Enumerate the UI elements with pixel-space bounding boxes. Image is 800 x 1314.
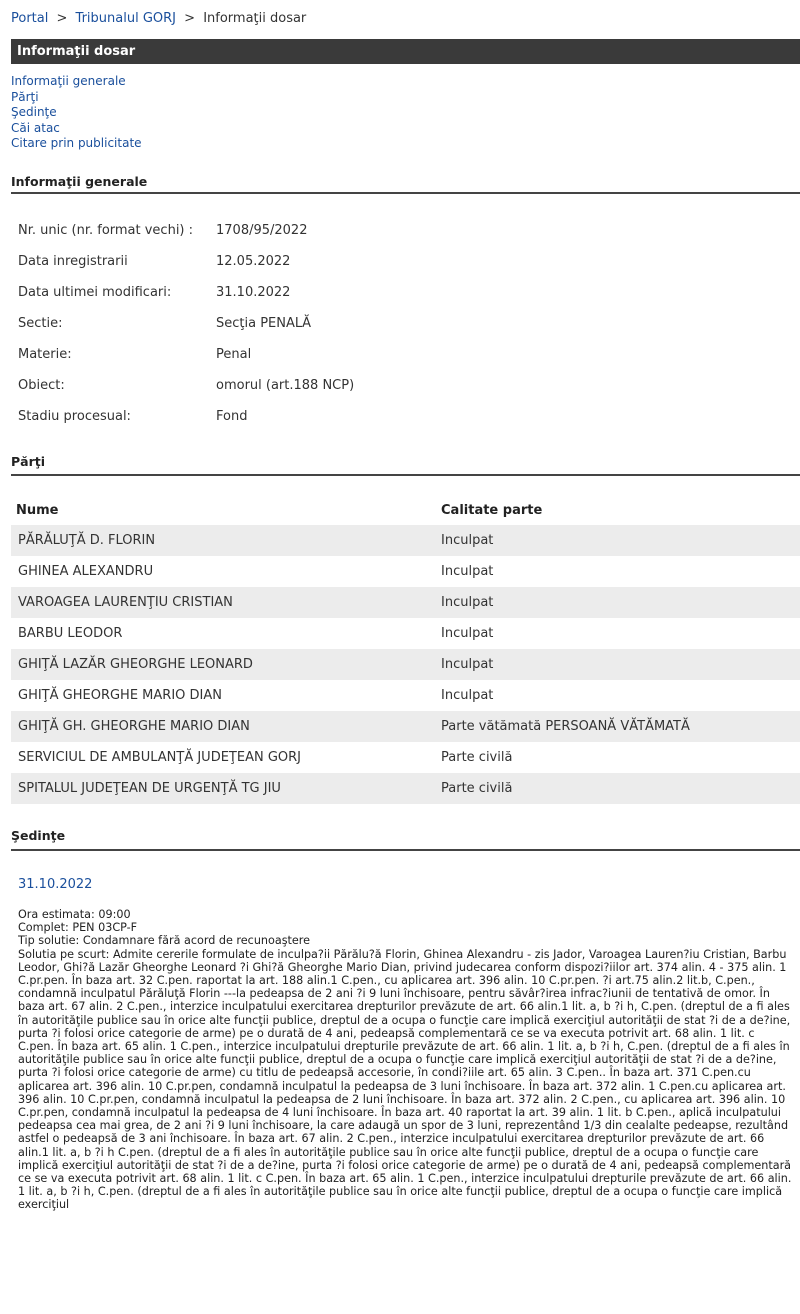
section-divider bbox=[11, 474, 800, 476]
breadcrumb bbox=[11, 11, 306, 26]
party-role: Inculpat bbox=[441, 533, 494, 548]
party-name: GHIŢĂ GHEORGHE MARIO DIAN bbox=[18, 688, 222, 703]
parti-table bbox=[11, 497, 800, 804]
info-value: omorul (art.188 NCP) bbox=[216, 378, 355, 393]
info-row bbox=[18, 405, 354, 436]
section-title-informatii-generale: Informaţii generale bbox=[11, 174, 148, 189]
hearing-date-link[interactable]: 31.10.2022 bbox=[18, 877, 93, 892]
nav-link-cai-atac[interactable]: Căi atac bbox=[11, 120, 60, 135]
section-divider bbox=[11, 849, 800, 851]
table-row bbox=[11, 680, 800, 711]
party-name: PĂRĂLUŢĂ D. FLORIN bbox=[18, 533, 156, 548]
nav-link-parti[interactable]: Părţi bbox=[11, 89, 39, 104]
nav-link-sedinte[interactable]: Şedinţe bbox=[11, 105, 57, 119]
info-label: Data ultimei modificari: bbox=[18, 285, 172, 300]
table-row bbox=[11, 587, 800, 618]
info-label: Sectie: bbox=[18, 316, 63, 331]
parti-table-header bbox=[11, 497, 800, 525]
quick-links-nav bbox=[11, 74, 142, 152]
hearing-solution-summary: Solutia pe scurt: Admite cererile formulate de inculpa?ii Părălu?ă Florin, Ghinea Alexandru - zis Jador, Varoagea Lauren?iu Cristian, Barbu Leodor, Ghi?ă Lazăr Gheorghe Leonard ?i Ghi?ă Gheorghe Mario Dian, privind judecarea conform dispozi?iilor art. 374 alin. 4 - 375 alin. 1 C.pr.pen. În baza art. 32 C.pen. raportat la art. 188 alin.1 C.pen., cu aplicarea art. 396 alin. 10 C.pr.pen. ?i art.75 alin.2 lit.b, C.pen., condamnă inculpatul Părăluţă Florin ---la pedeapsa de 2 ani ?i 9 luni închisoare, pentru săvâr?irea infrac?iunii de tentativă de omor. În baza art. 67 alin. 2 C.pen., interzice inculpatului exercitarea drepturilor prevăzute de art. 66 alin.1 lit. a, b ?i h, C.pen. (dreptul de a fi ales în autorităţile publice sau în orice alte funcţii publice, dreptul de a ocupa o funcţie care implică exerciţiul autorităţii de stat ?i de a de?ine, purta ?i folosi orice categorie de arme) pe o durată de 4 ani, pedeapsă complementară ce se va executa potrivit art. 68 alin. 1 lit. c C.pen. În baza art. 65 alin. 1 C.pen., interzice inculpatului drepturile prevăzute de art. 66 alin. 1 lit. a, b ?i h, C.pen. (dreptul de a fi ales în autorităţile publice sau în orice alte funcţii publice, dreptul de a ocupa o funcţie care implică exerciţiul autorităţii de stat ?i de a de?ine, purta ?i folosi orice categorie de arme) cu titlu de pedeapsă accesorie, în condi?iile art. 65 alin. 3 C.pen.. În baza art. 371 C.pen.cu aplicarea art. 396 alin. 10 C.pr.pen, condamnă inculpatul la pedeapsa de 3 luni închisoare. În baza art. 372 alin. 1 C.pen.cu aplicarea art. 396 alin. 10 C.pr.pen, condamnă inculpatul la pedeapsa de 2 luni închisoare. În baza art. 372 alin. 2 C.pen., cu aplicarea art. 396 alin. 10 C.pr.pen, condamnă inculpatul la pedeapsa de 4 luni închisoare. În baza art. 40 raportat la art. 39 alin. 1 lit. b C.pen., aplică inculpatului pedeapsa cea mai grea, de 2 ani ?i 9 luni închisoare, la care adaugă un spor de 3 luni, reprezentând 1/3 din cealalte pedeapse, rezultând astfel o pedeapsă de 3 ani închisoare. În baza art. 67 alin. 2 C.pen., interzice inculpatului exercitarea drepturilor prevăzute de art. 66 alin.1 lit. a, b ?i h C.pen. (dreptul de a fi ales în autorităţile publice sau în orice alte funcţii publice, dreptul de a ocupa o funcţie care implică exerciţiul autorităţii de stat ?i de a de?ine, purta ?i folosi orice categorie de arme) pe o durată de 4 ani, pedeapsă complementară ce se va executa potrivit art. 68 alin. 1 lit. c C.pen. În baza art. 65 alin. 1 C.pen., interzice inculpatului drepturile prevăzute de art. 66 alin. 1 lit. a, b ?i h, C.pen. (dreptul de a fi ales în autorităţile publice sau în orice alte funcţii publice, dreptul de a ocupa o funcţie care implică exerciţiul bbox=[18, 947, 792, 1212]
info-value: Fond bbox=[216, 409, 248, 424]
info-value: Secţia PENALĂ bbox=[216, 316, 312, 331]
info-label: Stadiu procesual: bbox=[18, 409, 131, 424]
info-label: Nr. unic (nr. format vechi) : bbox=[18, 223, 194, 238]
column-header-calitate: Calitate parte bbox=[441, 503, 543, 518]
party-role: Inculpat bbox=[441, 564, 494, 579]
general-info-table bbox=[18, 219, 354, 436]
party-role: Parte vătămată PERSOANĂ VĂTĂMATĂ bbox=[441, 719, 690, 734]
party-name: GHIŢĂ LAZĂR GHEORGHE LEONARD bbox=[18, 657, 253, 672]
info-label: Obiect: bbox=[18, 378, 65, 393]
table-row bbox=[11, 618, 800, 649]
party-name: BARBU LEODOR bbox=[18, 626, 123, 641]
section-divider bbox=[11, 192, 800, 194]
party-name: SPITALUL JUDEŢEAN DE URGENŢĂ TG JIU bbox=[18, 781, 281, 796]
party-role: Inculpat bbox=[441, 595, 494, 610]
hearing-time: Ora estimata: 09:00 bbox=[18, 908, 131, 921]
table-row bbox=[11, 711, 800, 742]
breadcrumb-separator: > bbox=[56, 11, 68, 26]
party-role: Parte civilă bbox=[441, 750, 513, 765]
breadcrumb-separator: > bbox=[184, 11, 196, 26]
party-role: Inculpat bbox=[441, 657, 494, 672]
info-label: Materie: bbox=[18, 347, 72, 362]
info-value: 12.05.2022 bbox=[216, 254, 291, 269]
party-name: VAROAGEA LAURENŢIU CRISTIAN bbox=[18, 595, 233, 610]
page-title: Informaţii dosar bbox=[17, 44, 136, 59]
page-header-bar bbox=[11, 39, 800, 64]
info-row bbox=[18, 343, 354, 374]
info-row bbox=[18, 250, 354, 281]
info-row bbox=[18, 281, 354, 312]
table-row bbox=[11, 742, 800, 773]
breadcrumb-tribunal-link[interactable]: Tribunalul GORJ bbox=[75, 11, 176, 26]
info-row bbox=[18, 374, 354, 405]
column-header-nume: Nume bbox=[16, 503, 59, 518]
breadcrumb-current: Informaţii dosar bbox=[203, 11, 307, 26]
hearing-details bbox=[18, 908, 794, 1314]
hearing-panel: Complet: PEN 03CP-F bbox=[18, 921, 138, 935]
party-name: GHIŢĂ GH. GHEORGHE MARIO DIAN bbox=[18, 719, 250, 734]
party-role: Parte civilă bbox=[441, 781, 513, 796]
info-row bbox=[18, 219, 354, 250]
info-value: 31.10.2022 bbox=[216, 285, 291, 300]
party-name: GHINEA ALEXANDRU bbox=[18, 564, 154, 579]
info-label: Data inregistrarii bbox=[18, 254, 128, 269]
table-row bbox=[11, 556, 800, 587]
section-title-parti: Părţi bbox=[11, 454, 46, 469]
nav-link-informatii-generale[interactable]: Informaţii generale bbox=[11, 74, 126, 88]
breadcrumb-portal-link[interactable]: Portal bbox=[11, 11, 49, 26]
party-role: Inculpat bbox=[441, 626, 494, 641]
table-row bbox=[11, 525, 800, 556]
table-row bbox=[11, 649, 800, 680]
table-row bbox=[11, 773, 800, 804]
info-row bbox=[18, 312, 354, 343]
hearing-solution-type: Tip solutie: Condamnare fără acord de recunoaştere bbox=[18, 934, 311, 948]
party-role: Inculpat bbox=[441, 688, 494, 703]
info-value: Penal bbox=[216, 347, 252, 362]
info-value: 1708/95/2022 bbox=[216, 223, 308, 238]
party-name: SERVICIUL DE AMBULANŢĂ JUDEŢEAN GORJ bbox=[18, 750, 301, 765]
nav-link-citare-publicitate[interactable]: Citare prin publicitate bbox=[11, 136, 142, 150]
section-title-sedinte: Şedinţe bbox=[11, 828, 66, 843]
